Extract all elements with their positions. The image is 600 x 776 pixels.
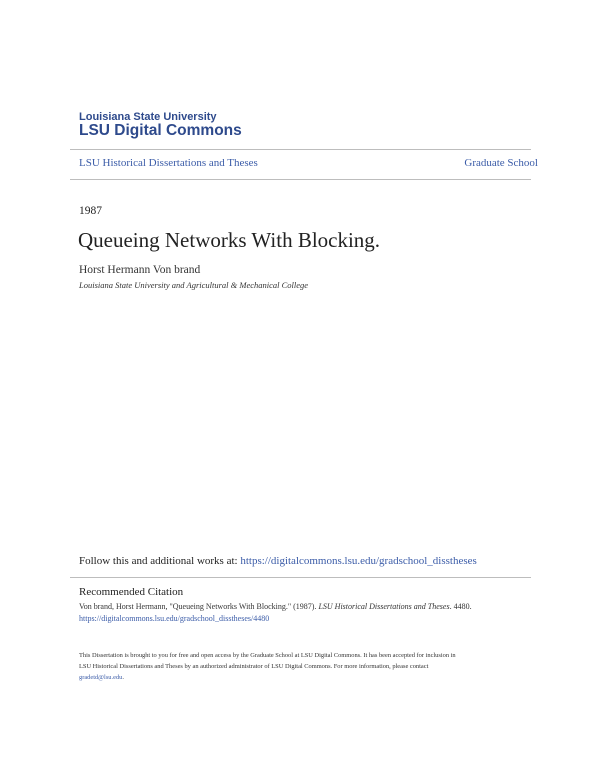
graduate-school-link[interactable]: Graduate School — [464, 157, 538, 169]
institution-name: Louisiana State University — [79, 111, 217, 123]
citation-suffix: . 4480. — [449, 602, 472, 611]
author-affiliation: Louisiana State University and Agricultural & Mechanical College — [79, 280, 309, 290]
citation-series: LSU Historical Dissertations and Theses — [318, 602, 450, 611]
work-title: Queueing Networks With Blocking. — [78, 228, 381, 252]
citation-prefix: Von brand, Horst Hermann, "Queueing Networks With Blocking." (1987). — [79, 602, 319, 611]
notice-line-1: This Dissertation is brought to you for free and open access by the Graduate School at LSU Digital Commons. It has been accepted for inclusion in — [79, 652, 456, 659]
citation-heading: Recommended Citation — [79, 586, 184, 598]
publication-year: 1987 — [79, 205, 102, 217]
notice-line-3 — [79, 672, 529, 683]
collection-link[interactable]: LSU Historical Dissertations and Theses — [79, 157, 258, 169]
follow-lead-text: Follow this and additional works at: — [79, 555, 238, 567]
email-suffix: . — [122, 674, 124, 681]
access-notice — [79, 650, 529, 683]
follow-line — [79, 555, 477, 567]
notice-line-2: LSU Historical Dissertations and Theses by an authorized administrator of LSU Digital Commons. For more information, please contact — [79, 663, 429, 670]
contact-email-link[interactable]: gradetd@lsu.edu — [79, 674, 123, 681]
divider-citation — [70, 577, 531, 578]
divider-top — [70, 149, 531, 150]
citation-text — [79, 602, 472, 611]
repository-name[interactable]: LSU Digital Commons — [79, 122, 242, 139]
divider-nav — [70, 179, 531, 180]
follow-url-link[interactable]: https://digitalcommons.lsu.edu/gradschool_disstheses — [240, 555, 477, 567]
author-name: Horst Hermann Von brand — [79, 264, 201, 276]
citation-url-link[interactable]: https://digitalcommons.lsu.edu/gradschool_disstheses/4480 — [79, 614, 270, 623]
